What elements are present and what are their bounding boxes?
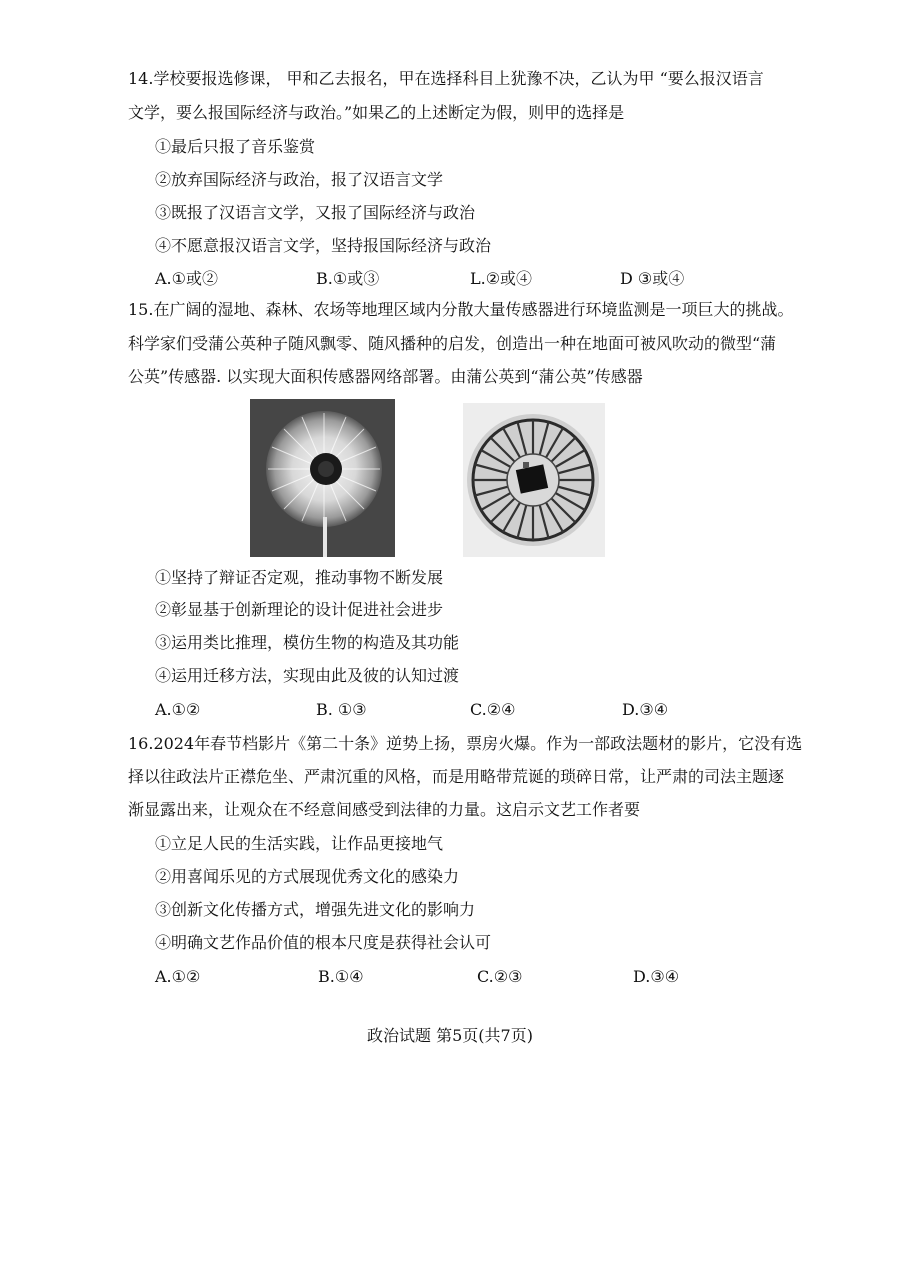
q16-stem-line-1: 16.2024年春节档影片《第二十条》逆势上扬，票房火爆。作为一部政法题材的影片，它没有选 <box>128 734 803 753</box>
q16-choice-c: C.②③ <box>477 967 523 986</box>
q15-option-2: ②彰显基于创新理论的设计促进社会进步 <box>155 600 444 619</box>
q16-option-3: ③创新文化传播方式，增强先进文化的影响力 <box>155 900 476 919</box>
q14-option-2: ②放弃国际经济与政治，报了汉语言文学 <box>155 170 444 189</box>
dandelion-sensor-photo <box>463 403 605 557</box>
q15-option-3: ③运用类比推理，模仿生物的构造及其功能 <box>155 633 460 652</box>
q16-choice-d: D.③④ <box>633 967 680 986</box>
q15-choice-c: C.②④ <box>470 700 516 719</box>
q14-stem-line-1: 14.学校要报选修课， 甲和乙去报名，甲在选择科目上犹豫不决，乙认为甲 “要么报汉语言 <box>128 69 764 88</box>
q15-option-1: ①坚持了辩证否定观，推动事物不断发展 <box>155 568 444 587</box>
q15-option-4: ④运用迁移方法，实现由此及彼的认知过渡 <box>155 666 460 685</box>
q16-choice-b: B.①④ <box>318 967 364 986</box>
q16-stem-line-3: 渐显露出来，让观众在不经意间感受到法律的力量。这启示文艺工作者要 <box>128 800 641 819</box>
q16-option-1: ①立足人民的生活实践，让作品更接地气 <box>155 834 444 853</box>
q16-stem-line-2: 择以往政法片正襟危坐、严肃沉重的风格，而是用略带荒诞的琐碎日常，让严肃的司法主题逐 <box>128 767 785 786</box>
page-footer: 政治试题 第5页(共7页) <box>367 1026 533 1045</box>
q14-choice-a: A.①或② <box>155 269 218 288</box>
q14-choice-c: L.②或④ <box>470 269 533 288</box>
q15-stem-line-2: 科学家们受蒲公英种子随风飘零、随风播种的启发，创造出一种在地面可被风吹动的微型“蒲 <box>128 334 777 353</box>
q15-choice-d: D.③④ <box>622 700 669 719</box>
q14-choice-d: D ③或④ <box>620 269 685 288</box>
q14-option-1: ①最后只报了音乐鉴赏 <box>155 137 316 156</box>
dandelion-photo <box>250 399 395 557</box>
q14-stem-line-2: 文学，要么报国际经济与政治。”如果乙的上述断定为假，则甲的选择是 <box>128 103 625 122</box>
q16-option-2: ②用喜闻乐见的方式展现优秀文化的感染力 <box>155 867 460 886</box>
q14-option-4: ④不愿意报汉语言文学，坚持报国际经济与政治 <box>155 236 492 255</box>
q14-option-3: ③既报了汉语言文学，又报了国际经济与政治 <box>155 203 476 222</box>
q15-stem-line-3: 公英”传感器. 以实现大面积传感器网络部署。由蒲公英到“蒲公英”传感器 <box>128 367 643 386</box>
q15-choice-a: A.①② <box>155 700 201 719</box>
q14-choice-b: B.①或③ <box>316 269 380 288</box>
q15-stem-line-1: 15.在广阔的湿地、森林、农场等地理区域内分散大量传感器进行环境监测是一项巨大的挑战。 <box>128 300 794 319</box>
q16-choice-a: A.①② <box>155 967 201 986</box>
q15-choice-b: B. ①③ <box>316 700 367 719</box>
q16-option-4: ④明确文艺作品价值的根本尺度是获得社会认可 <box>155 933 492 952</box>
